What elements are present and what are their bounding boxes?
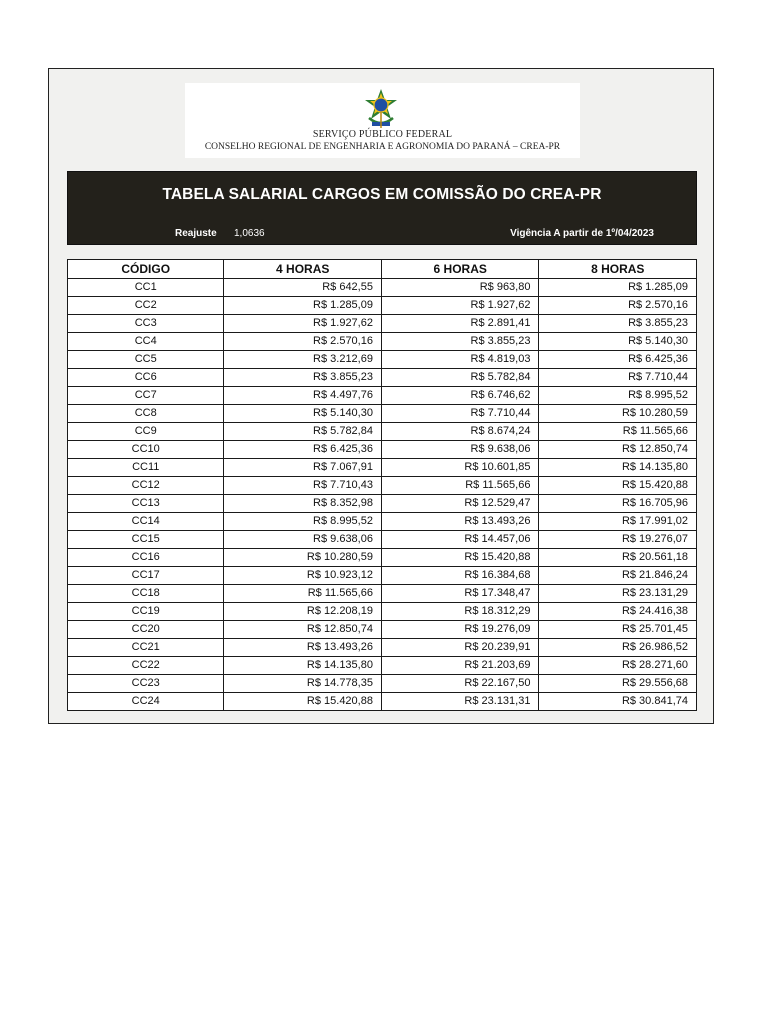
salary-cell: R$ 16.705,96 [539, 495, 697, 513]
salary-cell: R$ 15.420,88 [539, 477, 697, 495]
table-row [68, 351, 697, 369]
salary-cell: R$ 12.850,74 [224, 621, 382, 639]
salary-cell: R$ 7.067,91 [224, 459, 382, 477]
salary-cell: R$ 8.995,52 [224, 513, 382, 531]
salary-cell: R$ 1.927,62 [381, 297, 539, 315]
table-row [68, 495, 697, 513]
code-cell: CC5 [68, 351, 224, 369]
salary-cell: R$ 6.425,36 [539, 351, 697, 369]
table-row [68, 585, 697, 603]
code-cell: CC3 [68, 315, 224, 333]
salary-cell: R$ 10.601,85 [381, 459, 539, 477]
title-block [67, 171, 697, 245]
salary-cell: R$ 30.841,74 [539, 693, 697, 711]
salary-cell: R$ 3.212,69 [224, 351, 382, 369]
table-title: TABELA SALARIAL CARGOS EM COMISSÃO DO CREA-PR [162, 186, 602, 203]
header-line-1: SERVIÇO PÚBLICO FEDERAL [312, 129, 453, 140]
document-page [48, 68, 714, 724]
vigencia-text: Vigência A partir de 1º/04/2023 [510, 228, 654, 239]
column-header: CÓDIGO [68, 260, 224, 279]
header-line-2: CONSELHO REGIONAL DE ENGENHARIA E AGRONOMIA DO PARANÁ – CREA-PR [204, 142, 561, 152]
salary-cell: R$ 15.420,88 [224, 693, 382, 711]
table-row [68, 531, 697, 549]
salary-cell: R$ 8.674,24 [381, 423, 539, 441]
reajuste-value: 1,0636 [234, 228, 265, 239]
table-row [68, 297, 697, 315]
salary-cell: R$ 12.529,47 [381, 495, 539, 513]
table-body [68, 279, 697, 711]
table-row [68, 405, 697, 423]
salary-cell: R$ 22.167,50 [381, 675, 539, 693]
salary-cell: R$ 3.855,23 [381, 333, 539, 351]
salary-cell: R$ 17.991,02 [539, 513, 697, 531]
salary-cell: R$ 13.493,26 [381, 513, 539, 531]
salary-cell: R$ 9.638,06 [224, 531, 382, 549]
salary-cell: R$ 20.239,91 [381, 639, 539, 657]
salary-cell: R$ 6.425,36 [224, 441, 382, 459]
salary-cell: R$ 25.701,45 [539, 621, 697, 639]
salary-cell: R$ 11.565,66 [224, 585, 382, 603]
salary-cell: R$ 23.131,31 [381, 693, 539, 711]
salary-cell: R$ 28.271,60 [539, 657, 697, 675]
table-row [68, 333, 697, 351]
salary-cell: R$ 14.778,35 [224, 675, 382, 693]
salary-cell: R$ 7.710,43 [224, 477, 382, 495]
salary-cell: R$ 2.570,16 [539, 297, 697, 315]
salary-cell: R$ 21.203,69 [381, 657, 539, 675]
table-row [68, 279, 697, 297]
table-row [68, 387, 697, 405]
salary-cell: R$ 1.285,09 [539, 279, 697, 297]
salary-cell: R$ 14.457,06 [381, 531, 539, 549]
salary-cell: R$ 13.493,26 [224, 639, 382, 657]
salary-cell: R$ 18.312,29 [381, 603, 539, 621]
table-row [68, 477, 697, 495]
code-cell: CC23 [68, 675, 224, 693]
code-cell: CC12 [68, 477, 224, 495]
salary-cell: R$ 11.565,66 [381, 477, 539, 495]
salary-cell: R$ 7.710,44 [381, 405, 539, 423]
table-row [68, 459, 697, 477]
code-cell: CC2 [68, 297, 224, 315]
code-cell: CC21 [68, 639, 224, 657]
salary-cell: R$ 12.850,74 [539, 441, 697, 459]
salary-cell: R$ 8.995,52 [539, 387, 697, 405]
code-cell: CC11 [68, 459, 224, 477]
salary-cell: R$ 4.819,03 [381, 351, 539, 369]
salary-cell: R$ 10.280,59 [224, 549, 382, 567]
salary-cell: R$ 963,80 [381, 279, 539, 297]
table-row [68, 423, 697, 441]
table-row [68, 549, 697, 567]
code-cell: CC1 [68, 279, 224, 297]
salary-cell: R$ 3.855,23 [539, 315, 697, 333]
salary-cell: R$ 21.846,24 [539, 567, 697, 585]
table-row [68, 657, 697, 675]
code-cell: CC17 [68, 567, 224, 585]
code-cell: CC9 [68, 423, 224, 441]
code-cell: CC24 [68, 693, 224, 711]
salary-cell: R$ 29.556,68 [539, 675, 697, 693]
salary-cell: R$ 10.923,12 [224, 567, 382, 585]
salary-cell: R$ 642,55 [224, 279, 382, 297]
salary-cell: R$ 23.131,29 [539, 585, 697, 603]
table-row [68, 621, 697, 639]
salary-cell: R$ 11.565,66 [539, 423, 697, 441]
table-row [68, 567, 697, 585]
table-row [68, 315, 697, 333]
salary-cell: R$ 14.135,80 [224, 657, 382, 675]
salary-cell: R$ 2.891,41 [381, 315, 539, 333]
salary-cell: R$ 19.276,09 [381, 621, 539, 639]
salary-cell: R$ 17.348,47 [381, 585, 539, 603]
salary-cell: R$ 5.782,84 [381, 369, 539, 387]
salary-cell: R$ 1.927,62 [224, 315, 382, 333]
table-row [68, 639, 697, 657]
salary-cell: R$ 4.497,76 [224, 387, 382, 405]
code-cell: CC6 [68, 369, 224, 387]
table-row [68, 603, 697, 621]
table-row [68, 369, 697, 387]
column-header: 6 HORAS [381, 260, 539, 279]
column-header: 4 HORAS [224, 260, 382, 279]
table-row [68, 441, 697, 459]
code-cell: CC16 [68, 549, 224, 567]
table-row [68, 513, 697, 531]
salary-cell: R$ 24.416,38 [539, 603, 697, 621]
salary-cell: R$ 12.208,19 [224, 603, 382, 621]
reajuste-label: Reajuste [175, 228, 217, 239]
salary-cell: R$ 7.710,44 [539, 369, 697, 387]
salary-cell: R$ 1.285,09 [224, 297, 382, 315]
code-cell: CC19 [68, 603, 224, 621]
table-row [68, 693, 697, 711]
code-cell: CC7 [68, 387, 224, 405]
code-cell: CC22 [68, 657, 224, 675]
code-cell: CC8 [68, 405, 224, 423]
salary-cell: R$ 3.855,23 [224, 369, 382, 387]
column-header: 8 HORAS [539, 260, 697, 279]
salary-cell: R$ 10.280,59 [539, 405, 697, 423]
code-cell: CC18 [68, 585, 224, 603]
salary-cell: R$ 14.135,80 [539, 459, 697, 477]
code-cell: CC10 [68, 441, 224, 459]
salary-cell: R$ 16.384,68 [381, 567, 539, 585]
code-cell: CC15 [68, 531, 224, 549]
salary-table [67, 259, 697, 711]
salary-cell: R$ 5.140,30 [224, 405, 382, 423]
salary-cell: R$ 19.276,07 [539, 531, 697, 549]
letterhead [185, 83, 580, 158]
code-cell: CC13 [68, 495, 224, 513]
salary-cell: R$ 9.638,06 [381, 441, 539, 459]
salary-cell: R$ 20.561,18 [539, 549, 697, 567]
code-cell: CC14 [68, 513, 224, 531]
salary-cell: R$ 8.352,98 [224, 495, 382, 513]
code-cell: CC20 [68, 621, 224, 639]
table-row [68, 675, 697, 693]
salary-cell: R$ 2.570,16 [224, 333, 382, 351]
salary-cell: R$ 26.986,52 [539, 639, 697, 657]
salary-cell: R$ 6.746,62 [381, 387, 539, 405]
table-header-row [68, 260, 697, 279]
brazil-coat-of-arms-icon [361, 88, 401, 130]
salary-cell: R$ 5.140,30 [539, 333, 697, 351]
salary-cell: R$ 5.782,84 [224, 423, 382, 441]
code-cell: CC4 [68, 333, 224, 351]
salary-cell: R$ 15.420,88 [381, 549, 539, 567]
